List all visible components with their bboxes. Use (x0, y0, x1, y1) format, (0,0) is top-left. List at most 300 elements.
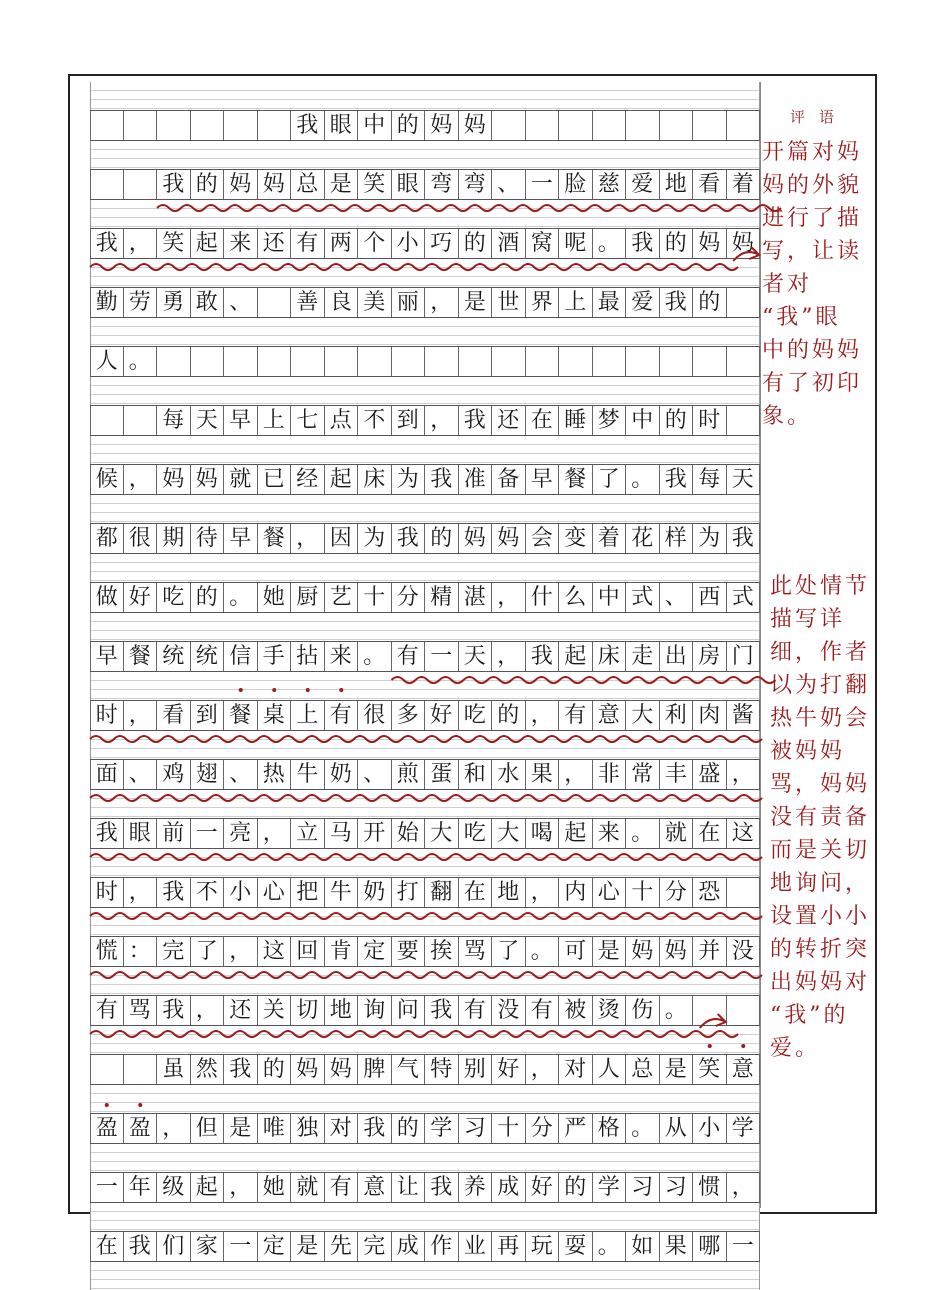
grid-cell: 厨 (291, 583, 325, 612)
grid-cell: 很 (124, 524, 158, 553)
grid-cell: 我 (291, 111, 325, 140)
grid-cell: 她 (258, 1173, 292, 1202)
grid-cell: 来 (325, 642, 359, 671)
grid-cell: 出 (660, 642, 694, 671)
grid-cell: 小 (224, 878, 258, 907)
grid-cell: 切 (291, 996, 325, 1025)
grid-cell: 小 (693, 1114, 727, 1143)
grid-cell: 。 (626, 1114, 660, 1143)
grid-cell: 利 (660, 701, 694, 730)
grid-cell: 看 (157, 701, 191, 730)
text-row (90, 464, 760, 495)
grid-cell: 开 (358, 819, 392, 848)
grid-cell: 精 (425, 583, 459, 612)
row-spacer (90, 318, 760, 346)
grid-cell: 为 (693, 524, 727, 553)
grid-cell: ： (124, 937, 158, 966)
grid-cell: 我 (660, 288, 694, 317)
grid-cell: 时 (693, 406, 727, 435)
grid-cell: 鸡 (157, 760, 191, 789)
text-row (90, 936, 760, 967)
grid-cell: 式 (727, 583, 761, 612)
grid-cell: 七 (291, 406, 325, 435)
grid-cell: 的 (492, 701, 526, 730)
grid-cell: 。 (124, 347, 158, 376)
grid-cell: 始 (392, 819, 426, 848)
grid-cell: 、 (660, 583, 694, 612)
grid-cell: 是 (459, 288, 493, 317)
grid-cell: 奶 (325, 760, 359, 789)
grid-cell: 挨 (425, 937, 459, 966)
grid-cell: 勇 (157, 288, 191, 317)
grid-cell: 盈 (90, 1114, 124, 1143)
grid-cell: 们 (157, 1232, 191, 1261)
grid-cell: 意 (727, 1055, 761, 1084)
grid-cell: 呢 (559, 229, 593, 258)
grid-cell: 妈 (224, 170, 258, 199)
grid-cell: 作 (425, 1232, 459, 1261)
grid-cell (224, 347, 258, 376)
comment-heading: 评语 (790, 108, 849, 126)
grid-cell: 面 (90, 760, 124, 789)
grid-cell: 的 (258, 1055, 292, 1084)
grid-cell: 恐 (693, 878, 727, 907)
grid-cell: ， (124, 229, 158, 258)
row-spacer (90, 1026, 760, 1054)
grid-cell (90, 170, 124, 199)
grid-cell: 餐 (224, 701, 258, 730)
text-row (90, 700, 760, 731)
grid-cell: 天 (191, 406, 225, 435)
grid-cell (392, 347, 426, 376)
grid-cell: 多 (392, 701, 426, 730)
grid-cell: 上 (559, 288, 593, 317)
grid-cell: 来 (224, 229, 258, 258)
text-row (90, 228, 760, 259)
grid-cell: 翻 (425, 878, 459, 907)
grid-cell (492, 111, 526, 140)
grid-cell: 我 (224, 1055, 258, 1084)
grid-cell: 有 (325, 701, 359, 730)
grid-cell: 中 (358, 111, 392, 140)
grid-cell: 在 (459, 878, 493, 907)
grid-cell (660, 347, 694, 376)
grid-cell: 上 (258, 406, 292, 435)
grid-cell: 么 (559, 583, 593, 612)
grid-cell: 的 (459, 229, 493, 258)
grid-cell: ， (124, 701, 158, 730)
grid-cell (727, 111, 761, 140)
grid-cell: 梦 (593, 406, 627, 435)
grid-cell: ， (124, 465, 158, 494)
grid-cell: 习 (660, 1173, 694, 1202)
grid-cell: 餐 (559, 465, 593, 494)
grid-cell: 有 (459, 996, 493, 1025)
grid-cell: 每 (693, 465, 727, 494)
grid-cell (526, 111, 560, 140)
grid-cell: 点 (325, 406, 359, 435)
grid-cell: 劳 (124, 288, 158, 317)
grid-cell: 笑 (157, 229, 191, 258)
grid-cell: 的 (660, 406, 694, 435)
grid-cell: 如 (626, 1232, 660, 1261)
grid-cell: 慈 (593, 170, 627, 199)
grid-cell: 十 (626, 878, 660, 907)
grid-cell: 备 (492, 465, 526, 494)
grid-cell (660, 111, 694, 140)
grid-cell: 我 (124, 1232, 158, 1261)
grid-cell: ， (526, 1055, 560, 1084)
grid-cell: 巧 (425, 229, 459, 258)
grid-cell: 候 (90, 465, 124, 494)
grid-cell: 心 (593, 878, 627, 907)
grid-cell: 成 (492, 1173, 526, 1202)
grid-cell: 立 (291, 819, 325, 848)
grid-cell: 会 (526, 524, 560, 553)
grid-cell: 伤 (626, 996, 660, 1025)
row-spacer (90, 377, 760, 405)
grid-cell: 的 (191, 170, 225, 199)
grid-cell: 笑 (693, 1055, 727, 1084)
grid-cell (559, 347, 593, 376)
row-spacer (90, 790, 760, 818)
text-row (90, 1231, 760, 1262)
grid-cell: 在 (526, 406, 560, 435)
row-spacer (90, 141, 760, 169)
grid-cell: 我 (425, 1173, 459, 1202)
grid-cell: 就 (660, 819, 694, 848)
grid-cell: 。 (626, 819, 660, 848)
grid-cell: 业 (459, 1232, 493, 1261)
grid-cell: 喝 (526, 819, 560, 848)
row-spacer (90, 613, 760, 641)
grid-cell: 。 (593, 229, 627, 258)
grid-cell: 妈 (492, 524, 526, 553)
grid-cell: 可 (559, 937, 593, 966)
grid-cell: 着 (727, 170, 761, 199)
grid-cell: 因 (325, 524, 359, 553)
row-spacer (90, 259, 760, 287)
grid-cell: 然 (191, 1055, 225, 1084)
grid-cell: 。 (593, 1232, 627, 1261)
grid-cell: 有 (291, 229, 325, 258)
grid-cell: 人 (90, 347, 124, 376)
grid-cell: 好 (425, 701, 459, 730)
grid-cell: 年 (124, 1173, 158, 1202)
grid-cell: 敢 (191, 288, 225, 317)
grid-cell: 界 (526, 288, 560, 317)
grid-cell (626, 111, 660, 140)
grid-cell: 统 (191, 642, 225, 671)
grid-cell: 果 (660, 1232, 694, 1261)
grid-cell: ， (425, 288, 459, 317)
grid-cell: 时 (90, 878, 124, 907)
grid-cell: 我 (90, 819, 124, 848)
grid-cell: 什 (526, 583, 560, 612)
grid-cell: 意 (593, 701, 627, 730)
grid-cell: 我 (157, 878, 191, 907)
grid-cell: 先 (325, 1232, 359, 1261)
grid-cell: 妈 (291, 1055, 325, 1084)
grid-cell: 好 (124, 583, 158, 612)
grid-cell: 门 (727, 642, 761, 671)
grid-cell: 牛 (291, 760, 325, 789)
grid-cell: 着 (593, 524, 627, 553)
grid-cell: 餐 (258, 524, 292, 553)
row-spacer (90, 1203, 760, 1231)
grid-cell (425, 347, 459, 376)
grid-cell: 妈 (325, 1055, 359, 1084)
grid-cell: 。 (224, 583, 258, 612)
grid-cell: 学 (593, 1173, 627, 1202)
grid-cell: 一 (727, 1232, 761, 1261)
grid-cell: 我 (157, 996, 191, 1025)
grid-cell: 了 (492, 937, 526, 966)
grid-cell: 的 (392, 111, 426, 140)
grid-cell: 盈 (124, 1114, 158, 1143)
grid-cell: 的 (660, 229, 694, 258)
grid-cell: 十 (358, 583, 392, 612)
grid-cell: 的 (693, 288, 727, 317)
grid-cell: ， (526, 701, 560, 730)
grid-cell: 爱 (626, 170, 660, 199)
grid-cell: 我 (425, 465, 459, 494)
grid-cell: 是 (593, 937, 627, 966)
grid-cell: 大 (626, 701, 660, 730)
grid-cell: ， (559, 760, 593, 789)
grid-cell: 来 (593, 819, 627, 848)
grid-cell: 回 (291, 937, 325, 966)
grid-cell: 眼 (124, 819, 158, 848)
grid-cell: 吃 (157, 583, 191, 612)
grid-cell: 脸 (559, 170, 593, 199)
text-row (90, 346, 760, 377)
grid-cell: 妈 (727, 229, 761, 258)
grid-cell: 打 (392, 878, 426, 907)
grid-cell: 唯 (258, 1114, 292, 1143)
grid-cell: ， (526, 878, 560, 907)
grid-cell: 格 (593, 1114, 627, 1143)
grid-cell: 很 (358, 701, 392, 730)
grid-cell: 从 (660, 1114, 694, 1143)
grid-cell: 这 (727, 819, 761, 848)
grid-cell: 花 (626, 524, 660, 553)
grid-cell: 盛 (693, 760, 727, 789)
grid-cell: 了 (593, 465, 627, 494)
grid-cell: 是 (291, 1232, 325, 1261)
grid-cell: 我 (392, 524, 426, 553)
grid-cell: ， (425, 406, 459, 435)
row-spacer (90, 731, 760, 759)
grid-cell: 虽 (157, 1055, 191, 1084)
row-spacer (90, 967, 760, 995)
comment-column-divider (760, 82, 761, 1208)
grid-cell: 不 (358, 406, 392, 435)
grid-cell: 眼 (325, 111, 359, 140)
grid-cell (727, 288, 761, 317)
grid-cell: 房 (693, 642, 727, 671)
grid-cell: 最 (593, 288, 627, 317)
grid-cell: 天 (727, 465, 761, 494)
grid-cell: 玩 (526, 1232, 560, 1261)
grid-cell: ， (727, 760, 761, 789)
grid-cell: 弯 (459, 170, 493, 199)
grid-cell: 妈 (258, 170, 292, 199)
grid-cell: 我 (90, 229, 124, 258)
row-spacer (90, 554, 760, 582)
grid-cell: 奶 (358, 878, 392, 907)
grid-cell: 家 (191, 1232, 225, 1261)
grid-cell: 在 (693, 819, 727, 848)
grid-cell: 没 (492, 996, 526, 1025)
grid-cell: 美 (358, 288, 392, 317)
grid-cell: 中 (626, 406, 660, 435)
grid-cell: 定 (258, 1232, 292, 1261)
grid-cell: 了 (191, 937, 225, 966)
grid-cell: 妈 (157, 465, 191, 494)
grid-cell: 都 (90, 524, 124, 553)
grid-cell: 是 (325, 170, 359, 199)
grid-cell: ， (124, 878, 158, 907)
grid-cell: 有 (392, 642, 426, 671)
grid-cell (157, 347, 191, 376)
grid-cell: 这 (258, 937, 292, 966)
grid-cell (124, 170, 158, 199)
grid-cell (258, 111, 292, 140)
grid-cell (626, 347, 660, 376)
grid-cell: 为 (358, 524, 392, 553)
row-spacer (90, 200, 760, 228)
grid-cell: 眼 (392, 170, 426, 199)
grid-cell (727, 878, 761, 907)
grid-cell: 待 (191, 524, 225, 553)
grid-cell (191, 347, 225, 376)
grid-cell: 早 (224, 406, 258, 435)
grid-cell: 我 (459, 406, 493, 435)
grid-cell: 对 (325, 1114, 359, 1143)
grid-cell: 为 (392, 465, 426, 494)
grid-cell: 变 (559, 524, 593, 553)
grid-cell: 妈 (459, 111, 493, 140)
grid-cell: 的 (559, 1173, 593, 1202)
grid-cell: 良 (325, 288, 359, 317)
grid-cell: 有 (526, 996, 560, 1025)
grid-cell: 起 (191, 1173, 225, 1202)
grid-cell: 时 (90, 701, 124, 730)
grid-cell: 酒 (492, 229, 526, 258)
grid-cell: 是 (224, 1114, 258, 1143)
grid-cell: 手 (258, 642, 292, 671)
grid-cell: 中 (593, 583, 627, 612)
text-row (90, 169, 760, 200)
grid-cell (124, 111, 158, 140)
grid-cell: 。 (358, 642, 392, 671)
grid-cell: 心 (258, 878, 292, 907)
grid-cell: 总 (291, 170, 325, 199)
grid-cell: 起 (191, 229, 225, 258)
grid-cell: 还 (258, 229, 292, 258)
grid-cell: 两 (325, 229, 359, 258)
grid-cell: 哪 (693, 1232, 727, 1261)
grid-cell: 一 (425, 642, 459, 671)
text-row (90, 877, 760, 908)
row-spacer (90, 436, 760, 464)
grid-cell (459, 347, 493, 376)
text-row (90, 818, 760, 849)
grid-cell: 善 (291, 288, 325, 317)
essay-grid (90, 82, 760, 1290)
grid-cell (90, 111, 124, 140)
grid-cell: ， (492, 642, 526, 671)
grid-cell: 世 (492, 288, 526, 317)
grid-cell: 吃 (459, 819, 493, 848)
grid-cell: 餐 (124, 642, 158, 671)
grid-cell: 我 (157, 170, 191, 199)
grid-cell: 妈 (693, 229, 727, 258)
row-spacer (90, 672, 760, 700)
grid-cell: 爱 (626, 288, 660, 317)
grid-cell: 惯 (693, 1173, 727, 1202)
text-row (90, 759, 760, 790)
grid-cell (124, 406, 158, 435)
grid-cell: 分 (392, 583, 426, 612)
grid-cell: 问 (392, 996, 426, 1025)
grid-cell: ， (224, 1173, 258, 1202)
grid-cell: 十 (492, 1114, 526, 1143)
grid-cell: 和 (459, 760, 493, 789)
grid-cell: 起 (325, 465, 359, 494)
grid-cell (727, 406, 761, 435)
grid-cell: 、 (124, 760, 158, 789)
grid-cell: 窝 (526, 229, 560, 258)
row-spacer (90, 1085, 760, 1113)
text-row (90, 641, 760, 672)
grid-cell: 分 (660, 878, 694, 907)
text-row (90, 1054, 760, 1085)
grid-cell: 脾 (358, 1055, 392, 1084)
grid-cell (191, 111, 225, 140)
grid-cell: 让 (392, 1173, 426, 1202)
grid-cell: 骂 (459, 937, 493, 966)
row-spacer (90, 849, 760, 877)
grid-cell: 有 (559, 701, 593, 730)
grid-cell: 每 (157, 406, 191, 435)
grid-cell: 的 (425, 524, 459, 553)
row-spacer (90, 82, 760, 110)
grid-cell (593, 111, 627, 140)
grid-cell: 艺 (325, 583, 359, 612)
grid-cell: 完 (358, 1232, 392, 1261)
grid-cell (492, 347, 526, 376)
grid-cell: 我 (727, 524, 761, 553)
grid-cell: 慌 (90, 937, 124, 966)
grid-cell: 对 (559, 1055, 593, 1084)
grid-cell: 耍 (559, 1232, 593, 1261)
grid-cell (727, 347, 761, 376)
grid-cell: ， (191, 996, 225, 1025)
grid-cell (258, 347, 292, 376)
row-spacer (90, 1144, 760, 1172)
grid-cell: 小 (392, 229, 426, 258)
grid-cell: 统 (157, 642, 191, 671)
grid-cell: 前 (157, 819, 191, 848)
grid-cell: 内 (559, 878, 593, 907)
row-spacer (90, 495, 760, 523)
grid-cell: 妈 (660, 937, 694, 966)
grid-cell: 在 (90, 1232, 124, 1261)
grid-cell (90, 1055, 124, 1084)
grid-cell (526, 347, 560, 376)
